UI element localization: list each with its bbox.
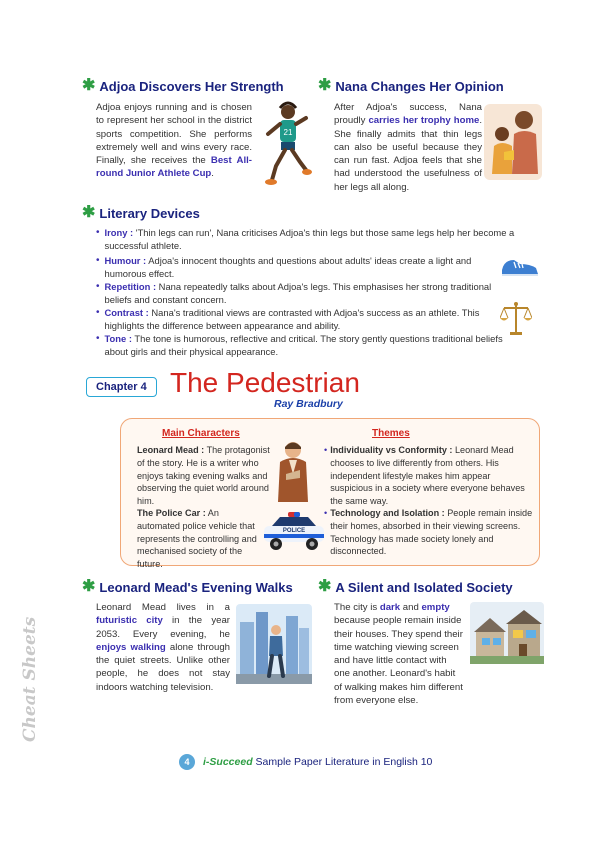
houses-illustration <box>470 602 544 664</box>
theme-individuality: • Individuality vs Conformity : Leonard Mead chooses to live differently from others. His independent lifestyle makes him appear suspicious in a society where everyone behaves the same way. <box>324 445 525 507</box>
bullet-icon: • <box>96 333 100 344</box>
bullet-icon: • <box>96 307 100 318</box>
main-characters-heading: Main Characters <box>162 428 240 439</box>
list-item: • Repetition : Nana repeatedly talks about Adjoa's legs. This emphasises her strong traditional beliefs and constant concern. <box>96 281 492 305</box>
green-star-icon: ✱ <box>82 204 96 221</box>
list-item: • Tone : The tone is humorous, reflective and critical. The story gently questions traditional beliefs about girls and their physical appearance. <box>96 333 503 357</box>
list-item: • Contrast : Nana's traditional views are contrasted with Adjoa's success as an athlete. This highlights the difference between appearance and ability. <box>96 307 480 331</box>
bullet-icon: • <box>96 281 100 292</box>
green-star-icon: ✱ <box>82 77 96 94</box>
sneaker-icon <box>500 254 540 278</box>
footer-text: i-Succeed Sample Paper Literature in English 10 <box>203 756 433 768</box>
character-leonard: Leonard Mead : The protagonist of the story. He is a writer who enjoys taking evening walks and observing the quiet world around him. <box>137 445 270 507</box>
section-heading-literary <box>82 205 200 221</box>
bullet-icon: • <box>324 508 328 518</box>
heading-text: A Silent and Isolated Society <box>335 579 513 595</box>
section-heading-nana <box>318 78 504 94</box>
side-watermark: Cheat Sheets <box>20 616 40 742</box>
scales-of-justice-icon <box>500 300 532 336</box>
heading-text: Adjoa Discovers Her Strength <box>99 78 284 94</box>
paragraph-nana: After Adjoa's success, Nana proudly carries her trophy home. She finally admits that thin legs can also be useful because they can run fast. Adjoa feels that she had understood the usefulness of her legs all along. <box>334 102 482 193</box>
bullet-icon: • <box>324 445 328 455</box>
running-girl-illustration <box>258 100 312 188</box>
bullet-icon: • <box>96 255 100 266</box>
police-label: POLICE <box>282 528 306 534</box>
chapter-author: Ray Bradbury <box>274 398 343 410</box>
section-heading-adjoa <box>82 78 284 94</box>
heading-text: Nana Changes Her Opinion <box>335 78 504 94</box>
section-heading-leonard-walks <box>82 579 293 595</box>
paragraph-leonard-walks: Leonard Mead lives in a futuristic city in the year 2053. Every evening, he enjoys walking alone through the quiet streets. Unlike other people, he does not stay indoors watching television. <box>96 602 230 693</box>
city-walk-illustration <box>236 604 312 684</box>
jersey-number: 21 <box>283 128 293 137</box>
chapter-badge: Chapter 4 <box>86 377 157 397</box>
character-police-car: The Police Car : An automated police vehicle that represents the controlling and mechanised society of the future. <box>137 508 257 570</box>
page-number: 4 <box>179 754 195 770</box>
nana-and-adjoa-illustration <box>484 104 542 180</box>
leonard-mead-illustration <box>272 440 314 502</box>
paragraph-silent-society: The city is dark and empty because people remain inside their houses. They spend their time watching viewing screen and have little contact with one another. Leonard's habit of walking makes him different from everyone else. <box>334 602 463 707</box>
themes-heading: Themes <box>372 428 410 439</box>
police-car-illustration <box>262 510 326 554</box>
list-item: • Irony : 'Thin legs can run', Nana criticises Adjoa's thin legs but those same legs help her become a successful athlete. <box>96 227 515 251</box>
heading-text: Literary Devices <box>99 205 200 221</box>
list-item: • Humour : Adjoa's innocent thoughts and questions about adults' ideas create a light and humorous effect. <box>96 255 472 279</box>
green-star-icon: ✱ <box>82 578 96 595</box>
footer <box>179 754 432 770</box>
theme-technology: • Technology and Isolation : People remain inside their homes, absorbed in their viewing screens. Technology has made society lonely and disconnected. <box>324 508 533 557</box>
section-heading-silent-society <box>318 579 513 595</box>
heading-text: Leonard Mead's Evening Walks <box>99 579 293 595</box>
green-star-icon: ✱ <box>318 578 332 595</box>
bullet-icon: • <box>96 227 100 238</box>
chapter-title: The Pedestrian <box>170 367 360 398</box>
paragraph-adjoa: Adjoa enjoys running and is chosen to represent her school in the district sports competition. She performs extremely well and wins every race. Finally, she receives the Best All-round Junior Athlete Cup. <box>96 102 252 180</box>
green-star-icon: ✱ <box>318 77 332 94</box>
